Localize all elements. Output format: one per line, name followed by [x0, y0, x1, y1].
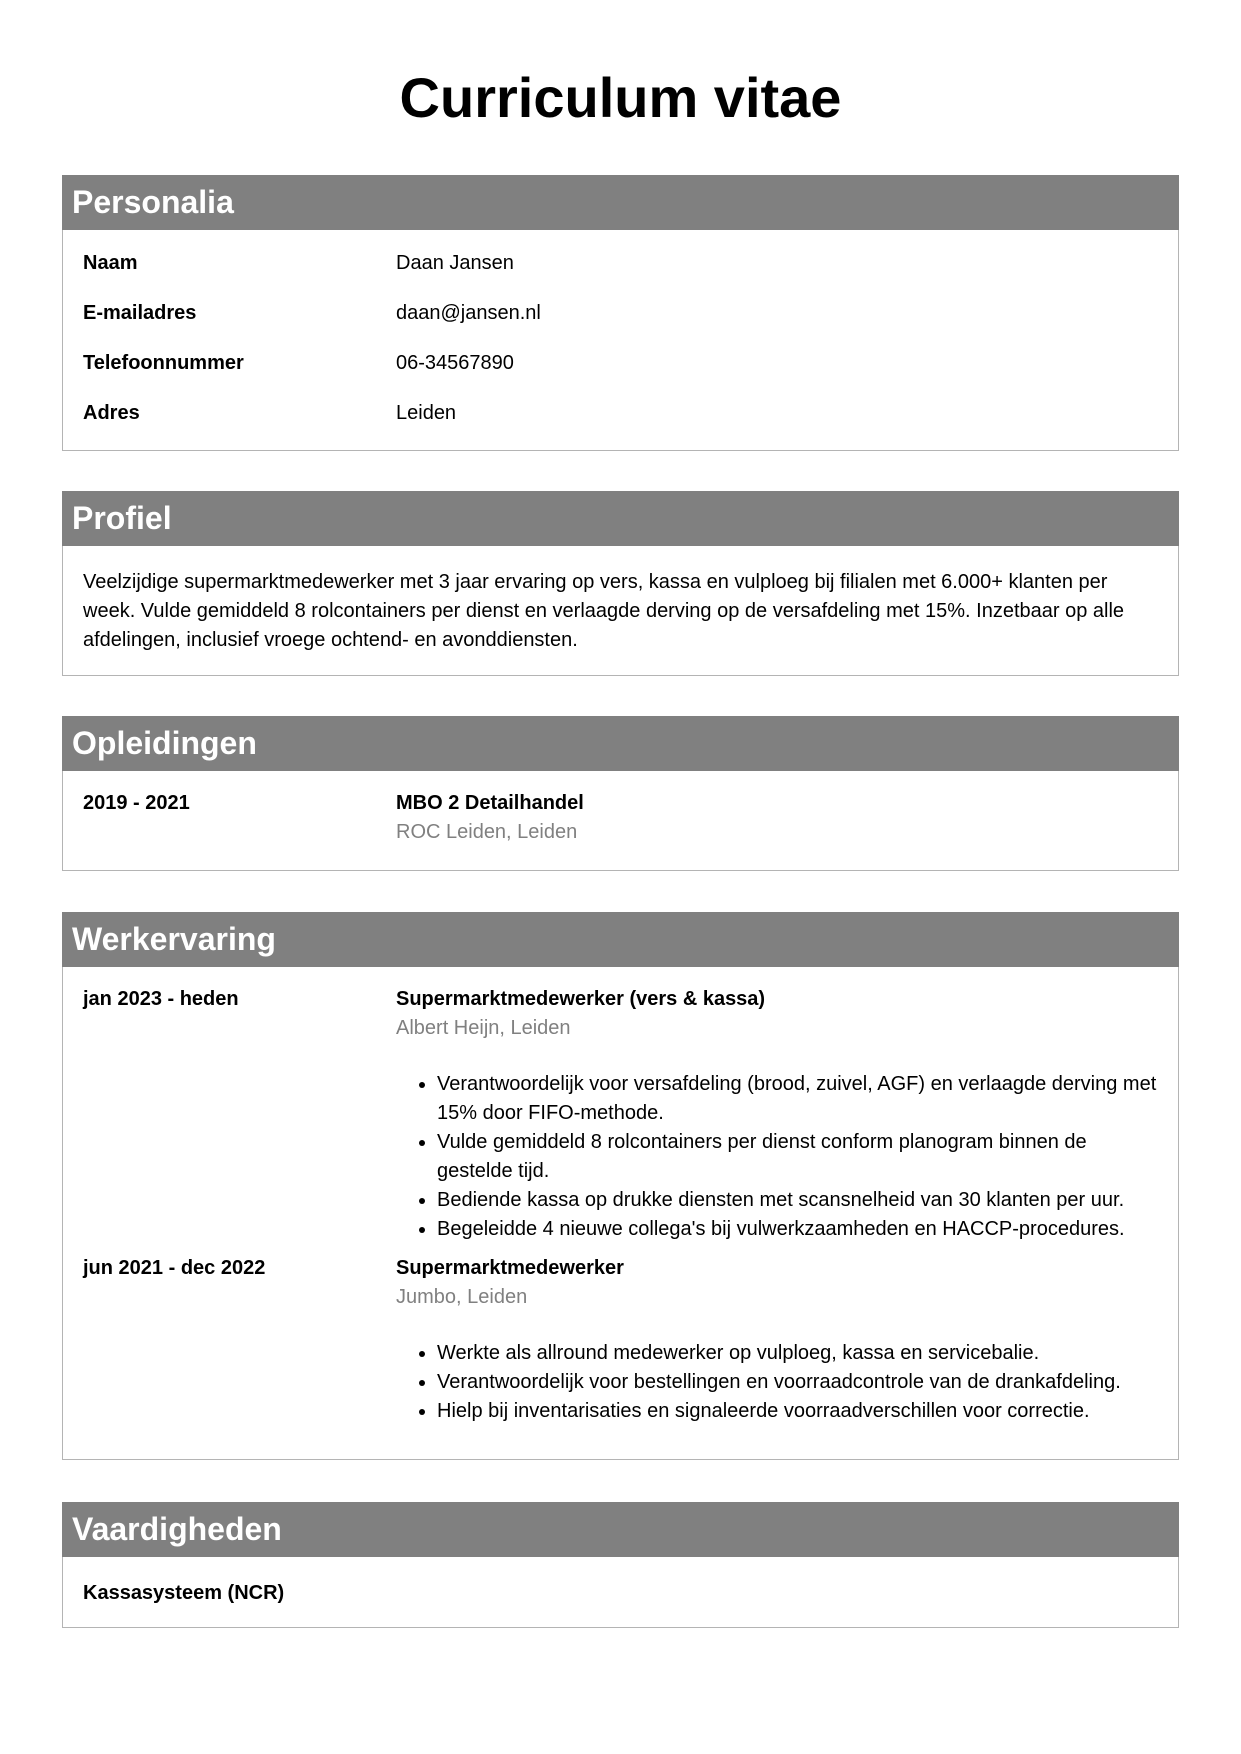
entry-title: Supermarktmedewerker — [396, 1257, 624, 1279]
field-label: Adres — [83, 402, 140, 424]
entry-employer: Jumbo, Leiden — [396, 1286, 528, 1308]
page-title: Curriculum vitae — [399, 66, 842, 129]
field-value: Daan Jansen — [396, 252, 514, 274]
entry-period: jun 2021 - dec 2022 — [83, 1257, 266, 1279]
personalia-body — [63, 230, 1178, 464]
section-heading-profiel: Profiel — [62, 491, 1179, 546]
list-item: • Bediende kassa op drukke diensten met scansnelheid van 30 klanten per uur. — [437, 1186, 1158, 1215]
section-heading-werkervaring: Werkervaring — [62, 912, 1179, 967]
entry-period: jan 2023 - heden — [83, 988, 239, 1010]
work-entry — [83, 1254, 1158, 1426]
education-entry — [83, 789, 1158, 847]
entry-title: Supermarktmedewerker (vers & kassa) — [396, 988, 766, 1010]
werkervaring-body — [63, 967, 1178, 1444]
profiel-body — [63, 546, 1178, 673]
personalia-row-naam — [83, 246, 1158, 296]
vaardigheden-body — [63, 1557, 1178, 1626]
list-item: • Begeleidde 4 nieuwe collega's bij vulwerkzaamheden en HACCP-procedures. — [437, 1215, 1158, 1244]
field-value: daan@jansen.nl — [396, 302, 541, 324]
section-werkervaring — [62, 912, 1179, 1460]
entry-bullets — [396, 1070, 1158, 1244]
field-label: E-mailadres — [83, 302, 197, 324]
profile-text: Veelzijdige supermarktmedewerker met 3 jaar ervaring op vers, kassa en vulploeg bij filialen met 6.000+ klanten per week. Vulde gemiddeld 8 rolcontainers per dienst en verlaagde derving op de versafdeling met 15%. Inzetbaar op alle afdelingen, inclusief vroege ochtend- en avonddiensten. — [83, 571, 1125, 651]
list-item: • Hielp bij inventarisaties en signaleerde voorraadverschillen voor correctie. — [437, 1397, 1158, 1426]
opleidingen-body — [63, 771, 1178, 865]
personalia-row-adres — [83, 396, 1158, 446]
section-heading-personalia: Personalia — [62, 175, 1179, 230]
field-value: 06-34567890 — [396, 352, 514, 374]
section-opleidingen — [62, 716, 1179, 871]
entry-title: MBO 2 Detailhandel — [396, 792, 584, 814]
list-item: • Vulde gemiddeld 8 rolcontainers per dienst conform planogram binnen de gestelde tijd. — [437, 1128, 1158, 1186]
entry-employer: Albert Heijn, Leiden — [396, 1017, 571, 1039]
work-entry — [83, 985, 1158, 1254]
field-label: Naam — [83, 252, 138, 274]
entry-bullets — [396, 1339, 1158, 1426]
skill-item: Kassasysteem (NCR) — [83, 1582, 285, 1604]
personalia-row-telefoon — [83, 346, 1158, 396]
list-item: • Werkte als allround medewerker op vulploeg, kassa en servicebalie. — [437, 1339, 1158, 1368]
section-heading-opleidingen: Opleidingen — [62, 716, 1179, 771]
section-personalia — [62, 175, 1179, 451]
field-value: Leiden — [396, 402, 457, 424]
field-label: Telefoonnummer — [83, 352, 244, 374]
entry-institution: ROC Leiden, Leiden — [396, 821, 578, 843]
section-profiel — [62, 491, 1179, 676]
entry-period: 2019 - 2021 — [83, 792, 190, 814]
list-item: • Verantwoordelijk voor bestellingen en voorraadcontrole van de drankafdeling. — [437, 1368, 1158, 1397]
list-item: • Verantwoordelijk voor versafdeling (brood, zuivel, AGF) en verlaagde derving met 15% door FIFO-methode. — [437, 1070, 1158, 1128]
personalia-row-email — [83, 296, 1158, 346]
section-vaardigheden — [62, 1502, 1179, 1628]
section-heading-vaardigheden: Vaardigheden — [62, 1502, 1179, 1557]
